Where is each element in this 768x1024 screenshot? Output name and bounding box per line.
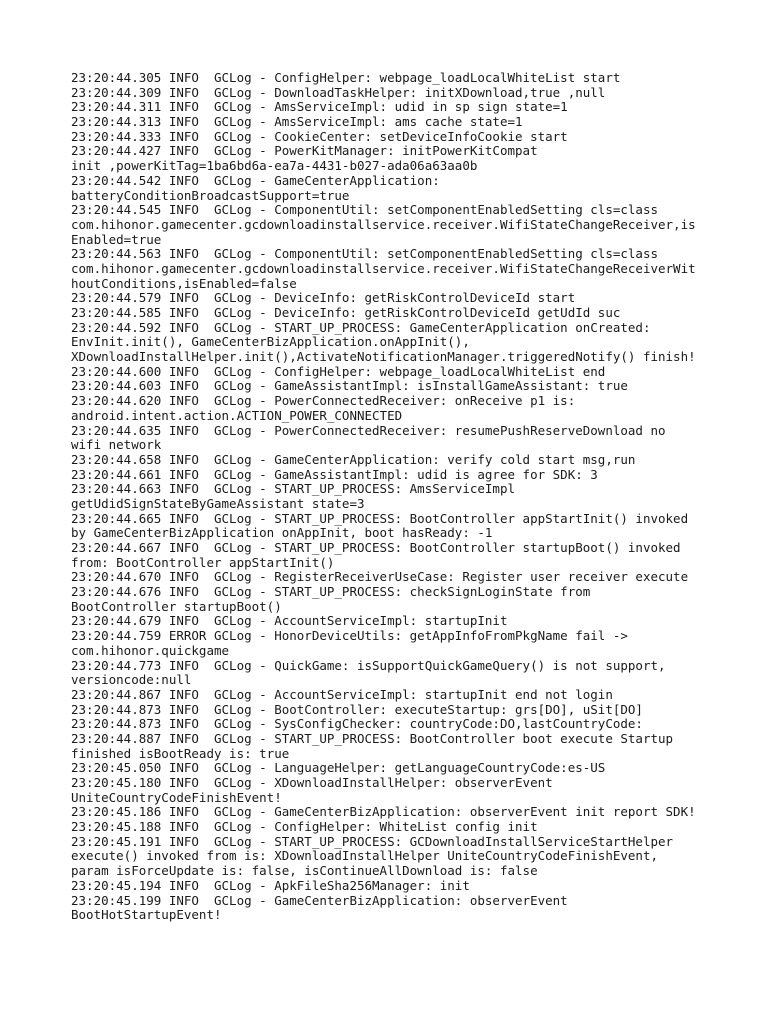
log-line: 23:20:44.759 ERROR GCLog - HonorDeviceUtils: getAppInfoFromPkgName fail ->	[71, 628, 628, 644]
log-line: 23:20:44.873 INFO GCLog - SysConfigChecker: countryCode:DO,lastCountryCode:	[71, 716, 643, 732]
log-line: versioncode:null	[71, 672, 192, 688]
log-line: 23:20:44.603 INFO GCLog - GameAssistantImpl: isInstallGameAssistant: true	[71, 378, 628, 394]
log-line: 23:20:44.773 INFO GCLog - QuickGame: isSupportQuickGameQuery() is not support,	[71, 657, 666, 673]
log-line: 23:20:44.679 INFO GCLog - AccountServiceImpl: startupInit	[71, 613, 508, 629]
log-line: android.intent.action.ACTION_POWER_CONNECTED	[71, 407, 403, 423]
log-line: 23:20:44.333 INFO GCLog - CookieCenter: setDeviceInfoCookie start	[71, 128, 568, 144]
log-line: 23:20:44.311 INFO GCLog - AmsServiceImpl: udid in sp sign state=1	[71, 99, 568, 115]
log-line: 23:20:45.199 INFO GCLog - GameCenterBizApplication: observerEvent	[71, 892, 568, 908]
log-line: 23:20:44.545 INFO GCLog - ComponentUtil: setComponentEnabledSetting cls=class	[71, 202, 658, 218]
log-line: 23:20:44.661 INFO GCLog - GameAssistantImpl: udid is agree for SDK: 3	[71, 466, 598, 482]
log-line: by GameCenterBizApplication onAppInit, boot hasReady: -1	[71, 525, 493, 541]
log-line: 23:20:44.667 INFO GCLog - START_UP_PROCESS: BootController startupBoot() invoked	[71, 540, 681, 555]
log-line: XDownloadInstallHelper.init(),ActivateNotificationManager.triggeredNotify() finish!	[71, 349, 696, 365]
log-line: 23:20:44.585 INFO GCLog - DeviceInfo: getRiskControlDeviceId getUdId suc	[71, 305, 621, 320]
log-line: UniteCountryCodeFinishEvent!	[71, 789, 282, 805]
log-line: init ,powerKitTag=1ba6bd6a-ea7a-4431-b027-ada06a63aa0b	[71, 158, 478, 174]
log-line: from: BootController appStartInit()	[71, 554, 335, 570]
log-line: batteryConditionBroadcastSupport=true	[71, 187, 350, 203]
log-line: 23:20:44.427 INFO GCLog - PowerKitManager: initPowerKitCompat	[71, 143, 538, 159]
log-line: BootController startupBoot()	[71, 598, 282, 614]
log-line: houtConditions,isEnabled=false	[71, 275, 297, 291]
log-line: 23:20:44.670 INFO GCLog - RegisterReceiverUseCase: Register user receiver execute	[71, 569, 689, 585]
log-line: wifi network	[71, 437, 162, 453]
log-line: 23:20:44.873 INFO GCLog - BootController: executeStartup: grs[DO], uSit[DO]	[71, 701, 643, 717]
log-line: 23:20:44.867 INFO GCLog - AccountServiceImpl: startupInit end not login	[71, 686, 613, 702]
log-line: Enabled=true	[71, 231, 162, 247]
log-line: 23:20:45.188 INFO GCLog - ConfigHelper: WhiteList config init	[71, 819, 538, 835]
log-line: 23:20:44.658 INFO GCLog - GameCenterApplication: verify cold start msg,run	[71, 451, 636, 467]
log-line: 23:20:44.313 INFO GCLog - AmsServiceImpl: ams cache state=1	[71, 114, 523, 130]
log-line: finished isBootReady is: true	[71, 745, 290, 761]
log-line: 23:20:44.592 INFO GCLog - START_UP_PROCESS: GameCenterApplication onCreated:	[71, 319, 651, 335]
log-line: 23:20:44.542 INFO GCLog - GameCenterApplication:	[71, 172, 440, 188]
log-line: EnvInit.init(), GameCenterBizApplication.onAppInit(),	[71, 334, 470, 350]
log-line: com.hihonor.gamecenter.gcdownloadinstallservice.receiver.WifiStateChangeReceiver,is	[71, 216, 696, 232]
log-line: 23:20:45.050 INFO GCLog - LanguageHelper: getLanguageCountryCode:es-US	[71, 760, 606, 776]
log-line: 23:20:44.663 INFO GCLog - START_UP_PROCESS: AmsServiceImpl	[71, 481, 516, 497]
log-line: getUdidSignStateByGameAssistant state=3	[71, 495, 365, 511]
log-line: 23:20:44.635 INFO GCLog - PowerConnectedReceiver: resumePushReserveDownload no	[71, 422, 666, 438]
log-text-block	[71, 71, 711, 923]
log-line: 23:20:44.563 INFO GCLog - ComponentUtil: setComponentEnabledSetting cls=class	[71, 246, 658, 262]
log-line: 23:20:45.180 INFO GCLog - XDownloadInstallHelper: observerEvent	[71, 775, 553, 790]
log-line: 23:20:44.309 INFO GCLog - DownloadTaskHelper: initXDownload,true ,null	[71, 84, 606, 100]
log-line: 23:20:44.305 INFO GCLog - ConfigHelper: webpage_loadLocalWhiteList start	[71, 70, 621, 85]
log-line: 23:20:45.194 INFO GCLog - ApkFileSha256Manager: init	[71, 877, 470, 893]
log-line: 23:20:44.620 INFO GCLog - PowerConnectedReceiver: onReceive p1 is:	[71, 393, 576, 409]
log-line: com.hihonor.gamecenter.gcdownloadinstallservice.receiver.WifiStateChangeReceiverWit	[71, 260, 696, 276]
log-line: 23:20:44.665 INFO GCLog - START_UP_PROCESS: BootController appStartInit() invoked	[71, 510, 689, 526]
log-line: com.hihonor.quickgame	[71, 642, 230, 658]
log-line: 23:20:45.191 INFO GCLog - START_UP_PROCESS: GCDownloadInstallServiceStartHelper	[71, 833, 674, 849]
log-line: 23:20:44.887 INFO GCLog - START_UP_PROCESS: BootController boot execute Startup	[71, 730, 674, 746]
log-line: execute() invoked from is: XDownloadInstallHelper UniteCountryCodeFinishEvent,	[71, 848, 658, 864]
log-line: param isForceUpdate is: false, isContinueAllDownload is: false	[71, 863, 538, 879]
log-line: 23:20:45.186 INFO GCLog - GameCenterBizApplication: observerEvent init report SDK!	[71, 804, 696, 820]
log-line: 23:20:44.579 INFO GCLog - DeviceInfo: getRiskControlDeviceId start	[71, 290, 576, 306]
log-line: BootHotStartupEvent!	[71, 907, 222, 923]
log-line: 23:20:44.600 INFO GCLog - ConfigHelper: webpage_loadLocalWhiteList end	[71, 363, 606, 379]
log-line: 23:20:44.676 INFO GCLog - START_UP_PROCESS: checkSignLoginState from	[71, 584, 591, 600]
